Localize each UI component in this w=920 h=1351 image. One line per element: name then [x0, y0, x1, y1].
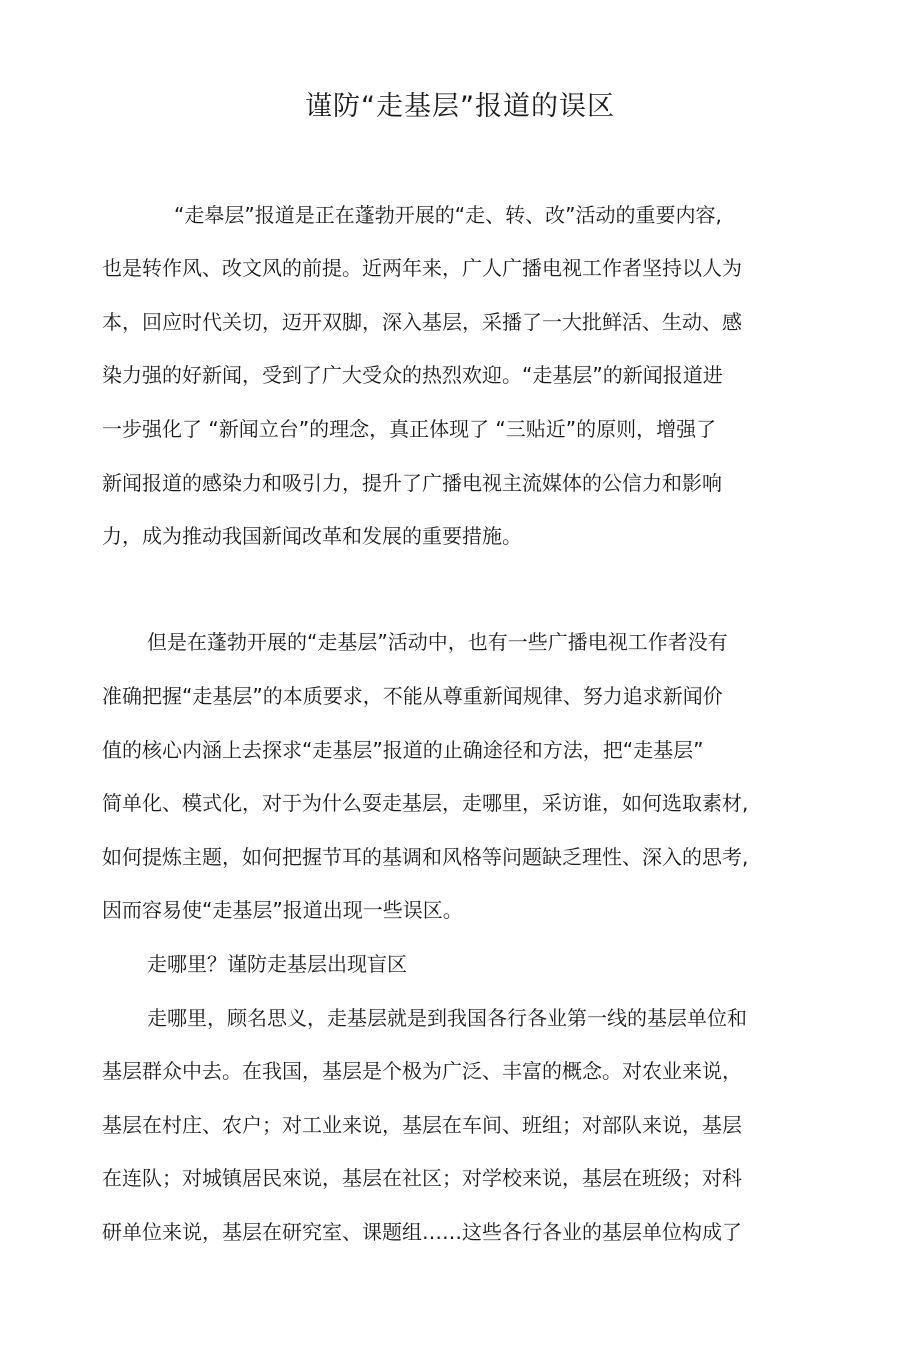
- document-title: 谨防“走基层”报道的误区: [305, 91, 615, 122]
- paragraph-line: “走皋层”报道是正在蓬勃开展的“走、转、改”活动的重要内容,: [174, 203, 722, 227]
- section-heading: 走哪里？谨防走基层出现盲区: [147, 952, 407, 976]
- paragraph-line: 值的核心内涵上去探求“走基层”报道的止确途径和方法，把“走基层”: [102, 738, 704, 762]
- paragraph-line: 研单位来说，基层在研究室、课题组……这些各行各业的基层单位构成了: [102, 1220, 742, 1244]
- paragraph-line: 如何提炼主题，如何把握节耳的基调和风格等问题缺乏理性、深入的思考,: [102, 845, 749, 869]
- paragraph-line: 准确把握“走基层”的本质要求，不能从尊重新闻规律、努力追求新闻价: [102, 684, 723, 708]
- paragraph-line: 一步强化了 “新闻立台”的理念，真正体现了 “三贴近”的原则，增强了: [102, 417, 717, 441]
- paragraph-line: 基层群众中去。在我国，基层是个极为广泛、丰富的概念。对农业来说，: [102, 1059, 742, 1083]
- paragraph-line: 但是在蓬勃开展的“走基层”活动中，也有一些广播电视工作者没有: [147, 630, 728, 654]
- paragraph-line: 简单化、模式化，对于为什么耍走基层，走哪里，采访谁，如何选取素材,: [102, 791, 749, 815]
- paragraph-line: 染力强的好新闻，受到了广大受众的热烈欢迎。“走基层”的新闻报道进: [102, 363, 723, 387]
- paragraph-line: 走哪里，顾名思义，走基层就是到我国各行各业第一线的基层单位和: [147, 1006, 747, 1030]
- paragraph-line: 在连队；对城镇居民來说，基层在社区；对学校来说，基层在班级；对科: [102, 1166, 742, 1190]
- paragraph-line: 基层在村庄、农户；对工业来说，基层在车间、班组；对部队来说，基层: [102, 1113, 742, 1137]
- paragraph-line: 也是转作风、改文风的前提。近两年来，广人广播电视工作者坚持以人为: [102, 256, 742, 280]
- paragraph-line: 新闻报道的感染力和吸引力，提升了广播电视主流媒体的公信力和影响: [102, 471, 722, 495]
- paragraph-line: 力，成为推动我国新闻改革和发展的重要措施。: [102, 524, 522, 548]
- paragraph-line: 本，回应时代关切，迈开双脚，深入基层，采播了一大批鲜活、生动、感: [102, 310, 742, 334]
- paragraph-line: 因而容易使“走基层”报道出现一些误区。: [102, 898, 463, 922]
